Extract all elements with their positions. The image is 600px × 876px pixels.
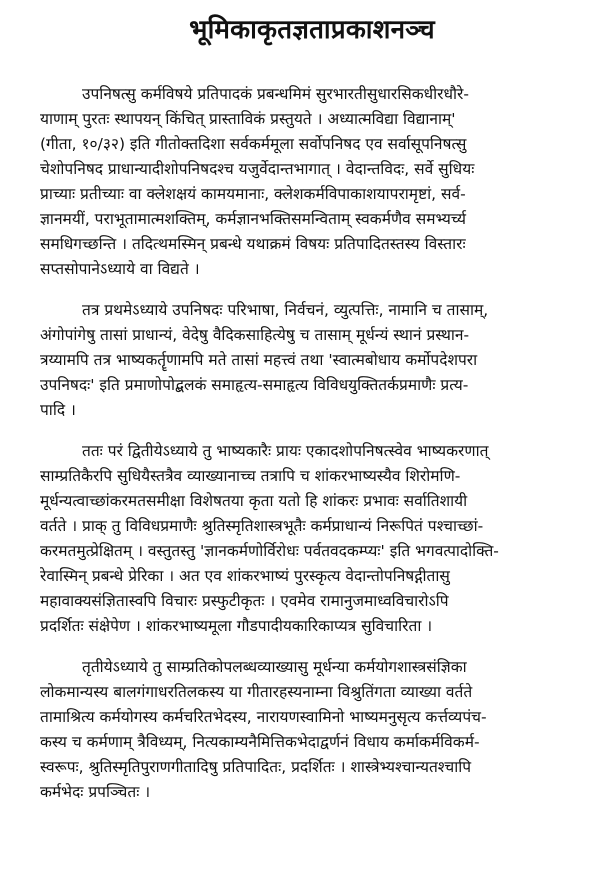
text-line: मूर्धन्यत्वाच्छांकरमतसमीक्षा विशेषतया कृता यतो हि शांकरः प्रभावः सर्वातिशायी [40,492,468,510]
text-line: उपनिषत्सु कर्मविषये प्रतिपादकं प्रबन्धमिमं सुरभारतीसुधारसिकधीरधौरे- [82,85,469,103]
text-line: वर्तते । प्राक् तु विविधप्रमाणैः श्रुतिस्मृतिशास्त्रभूतैः कर्मप्राधान्यं निरूपितं पश्चाच्छां- [40,517,484,535]
paragraph-1 [40,82,574,282]
text-line: कर्मभेदः प्रपञ्चितः । [40,783,151,801]
text-line: करमतमुत्प्रेक्षितम् । वस्तुतस्तु 'ज्ञानकर्मणोर्विरोधः पर्वतवदकम्प्यः' इति भगवत्पादोक्ति- [40,542,499,560]
text-line: ततः परं द्वितीयेऽध्याये तु भाष्यकारैः प्रायः एकादशोपनिषत्स्वेव भाष्यकरणात् [82,442,489,460]
text-line: याणाम् पुरतः स्थापयन् किंचित् प्रास्ताविकं प्रस्तुयते । अध्यात्मविद्या विद्यानाम्' [40,110,456,128]
text-line: ज्ञानमयीं, पराभूतामात्मशक्तिम्, कर्मज्ञानभक्तिसमन्विताम् स्वकर्मणैव समभ्यर्च्य [40,210,467,228]
text-line: त्रय्यामपि तत्र भाष्यकर्तॄणामपि मते तासां महत्त्वं तथा 'स्वात्मबोधाय कर्मोपदेशपरा [40,351,478,369]
text-line: महावाक्यसंज्ञितास्वपि विचारः प्रस्फुटीकृतः । एवमेव रामानुजमाध्वविचारोऽपि [40,592,449,610]
text-line: अंगोपांगेषु तासां प्राधान्यं, वेदेषु वैदिकसाहित्येषु च तासाम् मूर्धन्यं स्थानं प्रस्थान- [40,326,470,344]
text-line: (गीता, १०/३२) इति गीतोक्तदिशा सर्वकर्ममूला सर्वोपनिषद एव सर्वासूपनिषत्सु [40,135,467,153]
text-line: उपनिषदः' इति प्रमाणोपोद्बलकं समाहृत्य-समाहृत्य विविधयुक्तितर्कप्रमाणैः प्रत्य- [40,376,469,394]
text-line: रेवास्मिन् प्रबन्धे प्रेरिका । अत एव शांकरभाष्यं पुरस्कृत्य वेदान्तोपनिषद्गीतासु [40,567,450,585]
text-line: सप्तसोपानेऽध्याये वा विद्यते । [40,260,200,278]
paragraph-2 [40,298,574,423]
text-line: पादि । [40,401,76,419]
text-line: साम्प्रतिकैरपि सुधियैस्तत्रैव व्याख्यानाच्च तत्रापि च शांकरभाष्यस्यैव शिरोमणि- [40,467,461,485]
text-line: समधिगच्छन्ति । तदित्थमस्मिन् प्रबन्धे यथाक्रमं विषयः प्रतिपादितस्तस्य विस्तारः [40,235,466,253]
text-line: चेशोपनिषद प्राधान्यादीशोपनिषदश्च यजुर्वेदान्तभागात् । वेदान्तविदः, सर्वे सुधियः [40,160,475,178]
text-line: प्राच्याः प्रतीच्याः वा क्लेशक्षयं कामयमानाः, क्लेशकर्मविपाकाशयापरामृष्टां, सर्व- [40,185,466,203]
text-line: कस्य च कर्मणाम् त्रैविध्यम्, नित्यकाम्यनैमित्तिकभेदाद्वर्णनं विधाय कर्माकर्मविकर्म- [40,733,480,751]
paragraph-4 [40,655,574,805]
text-line: प्रदर्शितः संक्षेपेण । शांकरभाष्यमूला गौडपादीयकारिकाप्यत्र सुविचारिता । [40,617,433,635]
text-line: लोकमान्यस्य बालगंगाधरतिलकस्य या गीतारहस्यनाम्ना विश्रुतिंगता व्याख्या वर्तते [40,683,473,701]
text-line: तृतीयेऽध्याये तु साम्प्रतिकोपलब्धव्याख्यासु मूर्धन्या कर्मयोगशास्त्रसंज्ञिका [82,658,467,676]
page-title: भूमिकाकृतज्ञताप्रकाशनञ्च [189,15,435,45]
text-line: स्वरूपः, श्रुतिस्मृतिपुराणगीतादिषु प्रतिपादितः, प्रदर्शितः । शास्त्रेभ्यश्चान्यतश्चापि [40,758,472,776]
text-line: तत्र प्रथमेऽध्याये उपनिषदः परिभाषा, निर्वचनं, व्युत्पत्तिः, नामानि च तासाम्, [82,301,489,319]
paragraph-3 [40,439,574,639]
text-line: तामाश्रित्य कर्मयोगस्य कर्मचरितभेदस्य, नारायणस्वामिनो भाष्यमनुसृत्य कर्त्तव्यपंच- [40,708,487,726]
